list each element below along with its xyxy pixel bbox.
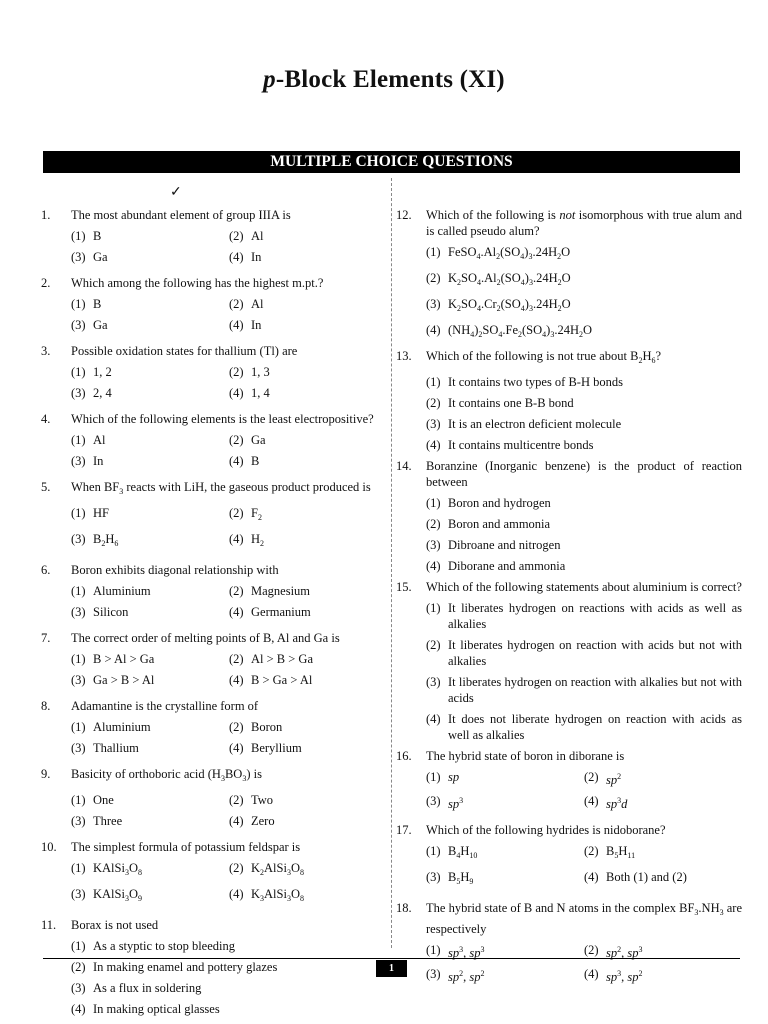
option-text: sp [448, 770, 460, 784]
answer-option [229, 228, 387, 249]
option-list [71, 505, 387, 562]
option-text: $sp^3$, $sp^2$ [606, 969, 643, 984]
option-text: B [251, 454, 260, 468]
title-italic-part: p [263, 66, 276, 93]
option-text: It contains one B-B bond [448, 396, 574, 410]
answer-option [71, 980, 387, 1001]
question-stem: When $BF_3$ reacts with LiH, the gaseous product produced is [71, 480, 371, 496]
option-number: (3) [71, 386, 86, 400]
question-stem: Possible oxidation states for thallium (Tl) are [71, 344, 298, 358]
answer-option [584, 966, 742, 990]
answer-option [426, 270, 742, 296]
option-text: B > Ga > Al [251, 673, 313, 687]
answer-option [426, 843, 584, 869]
answer-option [426, 244, 742, 270]
question-stem: Boron exhibits diagonal relationship with [71, 563, 279, 577]
answer-option [229, 296, 387, 317]
option-number: (1) [426, 245, 441, 259]
question-number: 11. [41, 918, 57, 932]
question-number: 5. [41, 480, 51, 494]
answer-option [71, 792, 229, 813]
option-text: Aluminium [93, 720, 151, 734]
option-number: (4) [584, 870, 599, 884]
option-text: Ga [93, 318, 108, 332]
option-text: Al [251, 229, 264, 243]
option-text: $sp^3$ [448, 796, 464, 811]
answer-option [71, 860, 229, 886]
option-number: (4) [229, 673, 244, 687]
option-text: Boron [251, 720, 283, 734]
question-stem: Which among the following has the highest m.pt.? [71, 276, 324, 290]
option-list [71, 364, 387, 411]
question-number: 3. [41, 344, 51, 358]
option-number: (2) [426, 271, 441, 285]
option-text: It liberates hydrogen on reaction with acids but not with alkalies [448, 638, 742, 668]
answer-option [584, 769, 742, 793]
answer-option [71, 453, 229, 474]
option-text: Ga [93, 250, 108, 264]
option-number: (3) [426, 297, 441, 311]
answer-option [71, 886, 229, 912]
option-text: One [93, 793, 114, 807]
answer-option [426, 793, 584, 817]
option-text: It contains two types of B-H bonds [448, 375, 623, 389]
option-text: $sp^2$ [606, 772, 622, 787]
option-text: Al [93, 433, 106, 447]
option-number: (2) [71, 960, 86, 974]
question-stem: Which of the following is not true about $B_2H_6$? [426, 349, 662, 365]
answer-option [71, 604, 229, 625]
question-item [41, 275, 387, 343]
option-text: In [251, 318, 262, 332]
answer-option [71, 672, 229, 693]
option-number: (2) [584, 943, 599, 957]
option-text: 1, 4 [251, 386, 270, 400]
option-text: $KAlSi_3O_9$ [93, 887, 142, 903]
question-number: 2. [41, 276, 51, 290]
option-text: Both (1) and (2) [606, 870, 687, 884]
option-number: (1) [71, 793, 86, 807]
question-number: 16. [396, 749, 412, 763]
answer-option [426, 869, 584, 895]
question-stem: Boranzine (Inorganic benzene) is the product of reaction between [426, 459, 742, 489]
question-number: 17. [396, 823, 412, 837]
footer-rule [43, 958, 740, 959]
option-number: (4) [426, 438, 441, 452]
option-text: Magnesium [251, 584, 311, 598]
answer-option [71, 317, 229, 338]
answer-option [71, 740, 229, 761]
option-number: (3) [71, 318, 86, 332]
option-list [71, 651, 387, 698]
option-text: $sp^3$, $sp^3$ [448, 945, 485, 960]
answer-option [584, 843, 742, 869]
option-text: As a styptic to stop bleeding [93, 939, 235, 953]
answer-option [426, 537, 742, 558]
option-number: (2) [229, 433, 244, 447]
option-text: $B_2H_6$ [93, 532, 119, 548]
option-number: (1) [71, 506, 86, 520]
option-text: 1, 2 [93, 365, 112, 379]
answer-option [426, 558, 742, 579]
section-banner: MULTIPLE CHOICE QUESTIONS [43, 151, 740, 173]
answer-option [229, 672, 387, 693]
option-number: (2) [229, 297, 244, 311]
option-text: Boron and hydrogen [448, 496, 551, 510]
option-number: (2) [229, 506, 244, 520]
answer-option [229, 719, 387, 740]
option-number: (1) [71, 297, 86, 311]
option-text: As a flux in soldering [93, 981, 202, 995]
option-number: (4) [426, 712, 441, 726]
question-item [41, 917, 387, 1022]
option-number: (3) [71, 673, 86, 687]
option-list [71, 860, 387, 917]
question-number: 1. [41, 208, 51, 222]
question-stem: The correct order of melting points of B, Al and Ga is [71, 631, 340, 645]
question-item [396, 900, 742, 995]
option-text: It liberates hydrogen on reaction with alkalies but not with acids [448, 675, 742, 705]
answer-option [229, 453, 387, 474]
answer-option [426, 374, 742, 395]
answer-option [229, 651, 387, 672]
option-number: (3) [426, 967, 441, 981]
option-number: (2) [229, 229, 244, 243]
option-number: (3) [426, 675, 441, 689]
option-text: $K_2SO_4.Al_2(SO_4)_3.24H_2O$ [448, 271, 571, 287]
answer-option [71, 364, 229, 385]
option-number: (2) [229, 584, 244, 598]
answer-option [229, 385, 387, 406]
option-text: $F_2$ [251, 506, 262, 522]
answer-option [426, 637, 742, 674]
question-stem: Borax is not used [71, 918, 159, 932]
answer-option [229, 860, 387, 886]
option-text: Dibroane and nitrogen [448, 538, 561, 552]
question-stem: The hybrid state of boron in diborane is [426, 749, 625, 763]
answer-option [426, 600, 742, 637]
option-text: In [251, 250, 262, 264]
answer-option [229, 792, 387, 813]
question-stem: Which of the following hydrides is nidoborane? [426, 823, 666, 837]
question-number: 14. [396, 459, 412, 473]
option-text: B [93, 297, 102, 311]
answer-option [426, 395, 742, 416]
answer-option [426, 437, 742, 458]
option-number: (2) [426, 396, 441, 410]
left-question-column [41, 207, 387, 1022]
answer-option [229, 505, 387, 531]
question-item [396, 822, 742, 900]
option-list [426, 374, 742, 458]
option-text: It does not liberate hydrogen on reaction with acids as well as alkalies [448, 712, 742, 742]
answer-option [71, 959, 387, 980]
option-text: Germanium [251, 605, 311, 619]
question-stem: Which of the following statements about aluminium is correct? [426, 580, 742, 594]
option-text: $H_2$ [251, 532, 265, 548]
question-item [41, 839, 387, 917]
option-number: (4) [229, 741, 244, 755]
title-text: -Block Elements (XI) [275, 66, 505, 93]
option-number: (1) [71, 720, 86, 734]
option-text: $K_2SO_4.Cr_2(SO_4)_3.24H_2O$ [448, 297, 571, 313]
answer-option [229, 317, 387, 338]
option-text: Al > B > Ga [251, 652, 314, 666]
option-text: B [93, 229, 102, 243]
option-text: $sp^2$, $sp^2$ [448, 969, 485, 984]
question-item [41, 630, 387, 698]
option-list [71, 583, 387, 630]
option-number: (4) [229, 454, 244, 468]
option-list [71, 719, 387, 766]
answer-option [426, 416, 742, 437]
option-list [426, 495, 742, 579]
option-list [426, 600, 742, 748]
answer-option [426, 322, 742, 348]
option-text: Thallium [93, 741, 139, 755]
option-text: Zero [251, 814, 275, 828]
question-number: 7. [41, 631, 51, 645]
answer-option [229, 364, 387, 385]
option-text: Ga > B > Al [93, 673, 155, 687]
option-text: Boron and ammonia [448, 517, 551, 531]
question-item [41, 562, 387, 630]
option-text: $FeSO_4.Al_2(SO_4)_3.24H_2O$ [448, 245, 571, 261]
answer-option [229, 432, 387, 453]
answer-option [71, 228, 229, 249]
option-number: (1) [426, 601, 441, 615]
answer-option [229, 886, 387, 912]
question-item [396, 207, 742, 348]
answer-option [71, 432, 229, 453]
option-text: It liberates hydrogen on reactions with acids as well as alkalies [448, 601, 742, 631]
option-number: (2) [584, 844, 599, 858]
question-number: 18. [396, 901, 412, 915]
question-stem: Basicity of orthoboric acid $(H_3BO_3)$ is [71, 767, 262, 783]
option-number: (4) [229, 814, 244, 828]
option-text: 2, 4 [93, 386, 112, 400]
answer-option [426, 942, 584, 966]
option-number: (2) [426, 638, 441, 652]
answer-option [229, 813, 387, 834]
answer-option [229, 249, 387, 270]
option-number: (4) [229, 532, 244, 546]
answer-option [584, 869, 742, 895]
question-number: 4. [41, 412, 51, 426]
option-number: (2) [229, 861, 244, 875]
answer-option [426, 296, 742, 322]
option-number: (4) [584, 967, 599, 981]
option-number: (3) [426, 417, 441, 431]
question-stem: The simplest formula of potassium feldspar is [71, 840, 301, 854]
option-number: (4) [426, 559, 441, 573]
option-number: (3) [426, 538, 441, 552]
option-text: Aluminium [93, 584, 151, 598]
question-item [41, 411, 387, 479]
answer-option [71, 531, 229, 557]
question-item [396, 748, 742, 822]
option-list [71, 432, 387, 479]
option-number: (3) [71, 605, 86, 619]
option-text: 1, 3 [251, 365, 270, 379]
option-number: (4) [229, 318, 244, 332]
question-number: 6. [41, 563, 51, 577]
option-number: (1) [71, 433, 86, 447]
answer-option [426, 711, 742, 748]
page-title [0, 66, 768, 94]
option-list [426, 843, 742, 900]
option-number: (2) [229, 793, 244, 807]
answer-option [71, 651, 229, 672]
option-text: Two [251, 793, 274, 807]
option-number: (3) [71, 814, 86, 828]
option-number: (2) [229, 652, 244, 666]
right-question-column [396, 207, 742, 995]
option-number: (1) [71, 229, 86, 243]
option-text: Ga [251, 433, 266, 447]
answer-option [71, 938, 387, 959]
option-number: (2) [229, 365, 244, 379]
option-text: Beryllium [251, 741, 302, 755]
option-number: (1) [71, 652, 86, 666]
option-number: (2) [584, 770, 599, 784]
question-number: 8. [41, 699, 51, 713]
question-stem: Adamantine is the crystalline form of [71, 699, 259, 713]
option-number: (4) [584, 794, 599, 808]
question-item [41, 343, 387, 411]
answer-option [584, 942, 742, 966]
answer-option [71, 583, 229, 604]
question-stem: The hybrid state of B and N atoms in the complex $BF_3.NH_3$ are respectively [426, 901, 742, 936]
option-list [426, 769, 742, 822]
answer-option [71, 385, 229, 406]
option-number: (1) [426, 770, 441, 784]
option-list [71, 792, 387, 839]
option-text: In [93, 454, 104, 468]
answer-option [229, 583, 387, 604]
question-stem: The most abundant element of group IIIA is [71, 208, 291, 222]
answer-option [71, 296, 229, 317]
option-number: (3) [71, 741, 86, 755]
option-text: $B_4H_{10}$ [448, 844, 478, 860]
page-number: 1 [376, 960, 407, 977]
checkmark-icon: ✓ [170, 185, 182, 200]
option-number: (4) [229, 887, 244, 901]
option-number: (3) [426, 794, 441, 808]
option-number: (1) [426, 943, 441, 957]
option-text: Silicon [93, 605, 129, 619]
option-number: (1) [426, 844, 441, 858]
answer-option [71, 813, 229, 834]
answer-option [229, 740, 387, 761]
option-number: (3) [71, 887, 86, 901]
answer-option [584, 793, 742, 817]
option-number: (4) [426, 323, 441, 337]
option-number: (2) [426, 517, 441, 531]
option-text: $KAlSi_3O_8$ [93, 861, 142, 877]
answer-option [71, 249, 229, 270]
option-text: HF [93, 506, 109, 520]
option-text: $B_5H_{11}$ [606, 844, 636, 860]
question-number: 12. [396, 208, 412, 222]
option-list [426, 244, 742, 348]
option-text: $(NH_4)_2SO_4.Fe_2(SO_4)_3.24H_2O$ [448, 323, 593, 339]
question-item [396, 348, 742, 458]
option-text: It contains multicentre bonds [448, 438, 594, 452]
option-list [71, 228, 387, 275]
option-text: $K_3AlSi_3O_8$ [251, 887, 304, 903]
question-number: 13. [396, 349, 412, 363]
option-text: In making enamel and pottery glazes [93, 960, 278, 974]
option-text: B > Al > Ga [93, 652, 155, 666]
question-number: 9. [41, 767, 51, 781]
option-number: (2) [229, 720, 244, 734]
option-number: (1) [426, 375, 441, 389]
answer-option [426, 966, 584, 990]
option-number: (1) [71, 861, 86, 875]
option-list [426, 942, 742, 995]
option-list [71, 296, 387, 343]
answer-option [71, 719, 229, 740]
question-item [41, 698, 387, 766]
option-number: (3) [71, 454, 86, 468]
option-number: (4) [71, 1002, 86, 1016]
question-item [41, 207, 387, 275]
option-text: In making optical glasses [93, 1002, 220, 1016]
answer-option [426, 674, 742, 711]
question-stem: Which of the following is not isomorphous with true alum and is called pseudo alum? [426, 208, 742, 238]
answer-option [426, 495, 742, 516]
option-text: Al [251, 297, 264, 311]
answer-option [426, 516, 742, 537]
option-number: (1) [71, 939, 86, 953]
option-number: (1) [71, 365, 86, 379]
answer-option [426, 769, 584, 793]
question-item [396, 579, 742, 748]
option-text: $K_2AlSi_3O_8$ [251, 861, 304, 877]
option-number: (4) [229, 605, 244, 619]
question-stem: Which of the following elements is the least electropositive? [71, 412, 374, 426]
option-number: (3) [426, 870, 441, 884]
option-text: It is an electron deficient molecule [448, 417, 622, 431]
option-number: (3) [71, 981, 86, 995]
option-number: (4) [229, 250, 244, 264]
question-number: 10. [41, 840, 57, 854]
option-number: (1) [426, 496, 441, 510]
question-item [41, 766, 387, 839]
option-list [71, 938, 387, 1022]
option-text: $sp^3d$ [606, 796, 628, 811]
column-divider [391, 178, 392, 948]
question-item [396, 458, 742, 579]
option-number: (3) [71, 250, 86, 264]
option-number: (3) [71, 532, 86, 546]
option-text: $sp^2$, $sp^3$ [606, 945, 643, 960]
option-text: Diborane and ammonia [448, 559, 566, 573]
question-item [41, 479, 387, 562]
answer-option [71, 1001, 387, 1022]
option-number: (1) [71, 584, 86, 598]
answer-option [71, 505, 229, 531]
option-text: $B_5H_9$ [448, 870, 474, 886]
question-number: 15. [396, 580, 412, 594]
option-text: Three [93, 814, 123, 828]
option-number: (4) [229, 386, 244, 400]
answer-option [229, 604, 387, 625]
answer-option [229, 531, 387, 557]
